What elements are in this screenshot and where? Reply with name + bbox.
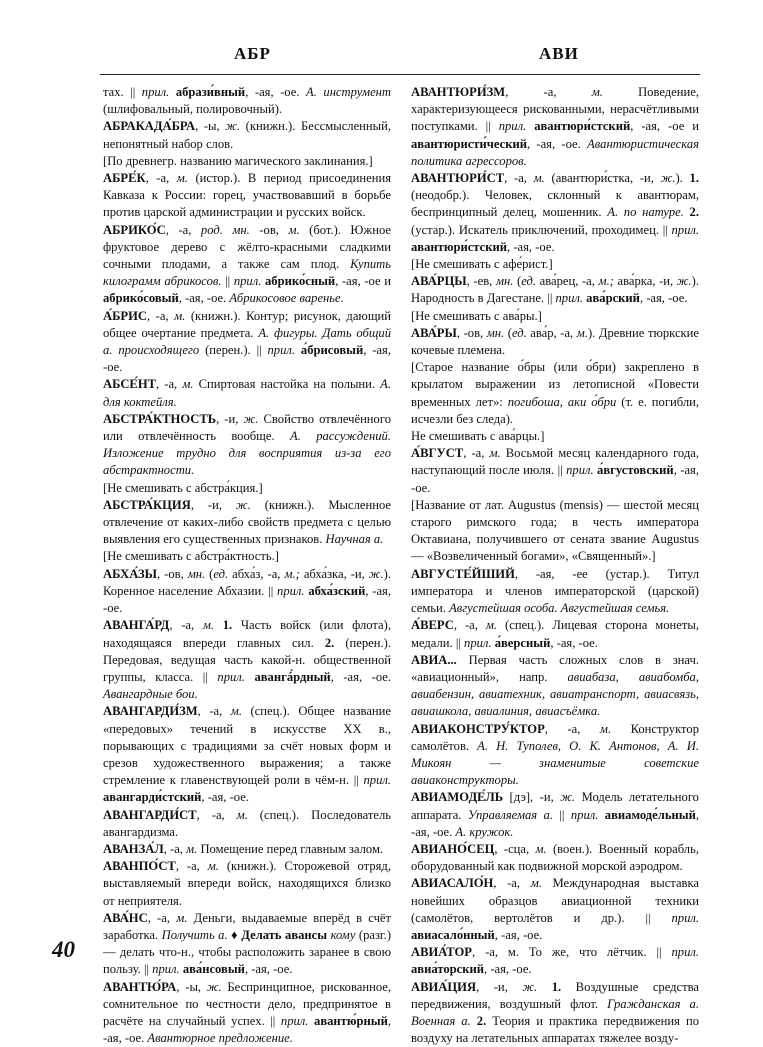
entry-text: АВАНГАРДИ́ЗМ <box>103 704 198 719</box>
entry-text: , -и, <box>476 979 523 994</box>
entry-text: А. кружок. <box>455 824 514 839</box>
dictionary-entry <box>411 652 699 721</box>
entry-text: м. <box>230 704 242 719</box>
entry-text: (бот.). Южное фруктовое дерево с жёлто-красными сладкими сочными плодами, а также сам плод. <box>103 222 392 272</box>
entry-text: (шлифовальный, полировочный). <box>103 102 283 117</box>
entry-text: авиабаза, авиабомба, авиабензин, авиатехник, авиатранспорт, авиасвязь, авиашкола, авиалиния, авиасъёмка. <box>411 669 699 719</box>
dictionary-entry <box>103 308 391 377</box>
entry-text: авиа́торский <box>411 962 485 977</box>
entry-text: ава́рский <box>583 291 640 306</box>
dictionary-entry <box>411 979 699 1047</box>
entry-text: м.; <box>284 566 300 581</box>
entry-text: А. для коктейля. <box>103 377 391 409</box>
entry-text: ава́рец, -а, <box>536 274 599 289</box>
dictionary-entry <box>103 858 391 910</box>
dictionary-entry <box>103 910 391 979</box>
entry-text: , -а, <box>197 704 231 719</box>
entry-text: (истор.). В период присоединения Кавказа к России: горец, участвовавший в борьбе против царской администрации и русских войск. <box>103 171 391 220</box>
entry-text: , -ая, -ое. <box>103 343 391 375</box>
entry-text: , -и, <box>216 411 244 426</box>
entry-text: , -ы, <box>195 119 226 134</box>
entry-text: прил. <box>141 85 170 99</box>
entry-text: АВИАСАЛО́Н <box>411 876 494 891</box>
entry-text: Теория и практика передвижения по воздуху на летательных аппаратах тяжелее возду- <box>411 1013 699 1046</box>
entry-text: (спец.). Общее название «передовых» течений в искусстве XX в., порывающих с традициями за счёт новых форм и срезов художественного выражения; а также стремление к главенствующей роли в чём-н. || <box>103 704 391 788</box>
entry-text: АБРАКАДА́БРА <box>103 119 196 134</box>
entry-text: ед. <box>213 566 229 581</box>
entry-text: Конструктор самолётов. <box>411 721 699 753</box>
entry-text: м. <box>186 841 198 856</box>
entry-text: АВАНГАРДИ́СТ <box>103 807 197 822</box>
dictionary-entry <box>411 445 699 497</box>
entry-text: ед. <box>511 325 527 340</box>
entry-text: ж. <box>243 411 259 426</box>
entry-text: абха́зский <box>304 583 366 598</box>
entry-text: АБХА́ЗЫ <box>103 566 157 581</box>
entry-text: (авантюри́стка, -и, <box>544 171 661 186</box>
entry-text: (разг.) — делать что-н., чтобы расположить заранее в свою пользу. || <box>103 927 392 977</box>
entry-text: Часть войск (или флота), находящаяся впереди главных сил. <box>103 618 391 650</box>
entry-text: , -ая, -ое. <box>639 291 688 306</box>
entry-text: авантю́рный <box>308 1013 388 1028</box>
dictionary-entry <box>411 308 699 325</box>
entry-text: прил. <box>233 274 262 289</box>
dictionary-entry <box>103 703 391 806</box>
entry-text: Научная а. <box>325 532 384 547</box>
entry-text: , -а, <box>175 859 208 874</box>
entry-text: 2. <box>476 1013 487 1028</box>
entry-text: Авантюрное предложение. <box>147 1031 293 1046</box>
entry-text: , -ев, <box>466 274 496 289</box>
entry-text: [Название от лат. Augustus (mensis) — шестой месяц старого римского года; в честь императора Октавиана, получившего от сената звание Augustus — «Возвеличенный богами», «Священный».] <box>411 497 699 564</box>
dictionary-entry <box>103 411 391 480</box>
dictionary-entry <box>411 359 699 428</box>
entry-text: АБРЕ́К <box>103 171 146 186</box>
entry-text: АВИАКОНСТРУ́КТОР <box>411 721 545 736</box>
entry-text: ( <box>513 274 522 289</box>
entry-text: м. <box>176 910 188 925</box>
entry-text: АБСЕ́НТ <box>103 377 157 392</box>
entry-text: Первая часть сложных слов в знач. «авиационный», напр. <box>411 652 699 684</box>
dictionary-entry <box>103 566 391 618</box>
entry-text: прил. <box>566 463 594 478</box>
entry-text: [Не смешивать с абстра́кция.] <box>103 480 263 495</box>
entry-text: А. фигуры. Дать общий а. происходящего <box>103 325 391 358</box>
entry-text: Помещение перед главным залом. <box>197 841 384 856</box>
running-header-left: АБР <box>234 44 271 63</box>
entry-text: [Старое название о́бры (или о́бри) закреплено в крылатом выражении из летописной «Повести временных лет»: <box>411 360 699 409</box>
entry-text: мн. <box>486 325 505 340</box>
entry-text: прил. <box>280 1013 309 1028</box>
entry-text: , -ая, -ое. <box>244 962 293 977</box>
entry-text: ж. <box>368 566 384 581</box>
entry-text: Абрикосовое варенье. <box>229 291 344 306</box>
entry-text: АВА́РЦЫ <box>411 274 467 289</box>
entry-text: (книжн.). Бессмысленный, непонятный набор слов. <box>103 119 391 151</box>
entry-text: , -ая, -ое и <box>630 119 699 134</box>
entry-text: (воен.). Военный корабль, оборудованный как подвижной морской аэродром. <box>411 841 699 874</box>
entry-text: , -а, <box>463 446 490 461</box>
entry-text: абрико́сный <box>261 274 336 289</box>
entry-text: прил. <box>217 669 245 684</box>
entry-text: , -ая, -ое. <box>103 1013 391 1046</box>
entry-text: , -а, <box>504 171 534 186</box>
entry-text: АВАНГА́РД <box>103 618 170 633</box>
entry-text: прил. <box>464 635 492 650</box>
entry-text: прил. <box>277 583 305 598</box>
entry-text: || <box>553 807 571 822</box>
dictionary-entry <box>411 428 699 445</box>
entry-text: , -ая, -ое. <box>550 635 598 650</box>
entry-text: ава́р, -а, <box>526 325 577 340</box>
entry-text: [Не смешивать с ава́ры.] <box>411 308 542 323</box>
entry-text: (спец.). Лицевая сторона монеты, медали. || <box>411 618 699 650</box>
entry-text: Не смешивать с ава́рцы.] <box>411 429 545 444</box>
entry-text: (книжн.). Контур; рисунок, дающий общее очертание предмета. <box>103 308 391 340</box>
entry-text: , -ая, -ое. <box>178 291 230 306</box>
entry-text: АВГУСТЕ́ЙШИЙ <box>411 566 515 581</box>
entry-text: ). <box>675 171 690 186</box>
entry-text: (неодобр.). Человек, склонный к авантюрам, беспринципный делец, мошенник. <box>411 188 699 220</box>
entry-text: АВИАНО́СЕЦ <box>411 841 495 856</box>
entry-text: ). Древние тюркские кочевые племена. <box>411 325 699 358</box>
entry-text: ж. <box>522 979 538 994</box>
entry-text: Воздушные средства передвижения, воздушный флот. <box>411 979 699 1011</box>
entry-text: А. по натуре. <box>607 205 684 220</box>
entry-text: авангá́рдный <box>244 669 331 684</box>
dictionary-entry <box>411 273 699 307</box>
dictionary-entry <box>103 170 391 222</box>
entry-text: погибоша, аки о́бри <box>507 394 617 409</box>
entry-text: м. <box>174 308 186 323</box>
entry-text: , -ая, -ое. <box>411 463 699 495</box>
entry-text: [Не смешивать с абстра́ктность.] <box>103 549 279 564</box>
entry-text: ). Коренное население Абхазии. || <box>103 566 392 598</box>
entry-text: ж. <box>225 119 241 134</box>
entry-text: прил. <box>671 910 699 925</box>
left-column <box>103 84 391 1047</box>
dictionary-entry <box>103 480 391 497</box>
entry-text: прил. <box>570 807 599 822</box>
entry-text: , -а, <box>493 876 531 891</box>
entry-text: ♦ <box>227 927 242 942</box>
dictionary-entry <box>103 376 391 410</box>
entry-text: Получить а. <box>161 927 228 942</box>
entry-text: [Не смешивать с афе́рист.] <box>411 257 553 272</box>
entry-text: , -а, <box>196 807 237 822</box>
dictionary-entry <box>103 497 391 549</box>
entry-text: А. инструмент <box>306 85 391 99</box>
dictionary-entry <box>411 721 699 790</box>
entry-text: авантюристи́ческий <box>411 136 527 151</box>
entry-text: , -ая, -ое. <box>411 807 699 839</box>
entry-text: 1. <box>551 979 562 994</box>
entry-text: Свойство отвлечённого или отвлечённость вообще. <box>103 411 391 444</box>
entry-text: АБРИКО́С <box>103 222 166 237</box>
entry-text: , -ая, -ое. <box>494 927 543 942</box>
entry-text: А́ВГУСТ <box>411 446 464 461</box>
entry-text: Модель летательного аппарата. <box>411 790 699 822</box>
entry-text: тах. || <box>103 85 142 99</box>
entry-text: Августейшая особа. Августейшая семья. <box>449 601 670 616</box>
entry-text: , -а, <box>544 721 600 736</box>
entry-text: ). Народность в Дагестане. || <box>411 274 700 306</box>
entry-text: , -ов, <box>157 566 188 581</box>
entry-text: 1. <box>689 171 699 186</box>
entry-text: а́вгустовский <box>593 463 674 478</box>
entry-text: , -и, <box>190 497 236 512</box>
header-rule <box>100 74 700 75</box>
entry-text: [По древнегр. названию магического заклинания.] <box>103 153 373 168</box>
dictionary-entry <box>103 118 391 152</box>
dictionary-entry <box>411 944 699 978</box>
dictionary-entry <box>411 256 699 273</box>
entry-text: , -а, <box>145 171 177 186</box>
entry-text: Авангардные бои. <box>103 687 198 702</box>
entry-text: , -а, <box>169 618 203 633</box>
entry-text: , -ая, -ое. <box>484 962 532 977</box>
entry-text: ж. <box>676 274 692 289</box>
entry-text: а́брисовый <box>295 343 364 358</box>
entry-text: , -ая, -ое. <box>245 85 307 99</box>
dictionary-entry <box>411 325 699 359</box>
entry-text: АВИА́ТОР <box>411 945 473 960</box>
entry-text <box>214 618 223 632</box>
entry-text: АВАНЗА́Л <box>103 841 164 856</box>
entry-text: мн. <box>187 566 206 581</box>
entry-text: (т. е. погибли, исчезли без следа). <box>411 394 700 426</box>
entry-text: Восьмой месяц календарного года, наступающий после июля. || <box>411 446 699 478</box>
entry-text: ава́рка, -и, <box>613 274 677 289</box>
entry-text: , -ая, -ое. <box>201 790 249 805</box>
entry-text: абха́зка, -и, <box>299 566 369 581</box>
dictionary-entry <box>411 789 699 841</box>
entry-text: , -а, <box>505 85 592 99</box>
entry-text: 2. <box>689 205 699 220</box>
dictionary-entry <box>103 84 391 118</box>
entry-text: ж. <box>206 979 222 994</box>
entry-text: абрази́вный <box>169 85 246 99</box>
entry-text: ж. <box>560 790 576 805</box>
entry-text: ж. <box>235 497 251 512</box>
entry-text: , -а, м. То же, что лётчик. || <box>472 945 672 960</box>
entry-text: , -а, <box>165 222 201 237</box>
dictionary-entry <box>411 170 699 256</box>
entry-text: , -а, <box>156 377 183 392</box>
entry-text: ед. <box>521 274 536 289</box>
entry-text: Спиртовая настойка на полыни. <box>193 377 381 392</box>
entry-text: прил. <box>671 945 699 960</box>
entry-text: , -сца, <box>494 841 536 856</box>
entry-text: АБСТРА́КТНОСТЬ <box>103 411 217 426</box>
entry-text: АБСТРА́КЦИЯ <box>103 497 191 512</box>
entry-text: м. <box>489 446 501 461</box>
entry-text: авиамоде́льный <box>598 807 696 822</box>
dictionary-entry <box>103 222 391 308</box>
entry-text: м. <box>599 721 612 736</box>
entry-text: , -ая, -ое и <box>335 274 391 289</box>
entry-text: авангарди́стский <box>103 790 202 805</box>
entry-text: Делать авансы <box>241 927 328 942</box>
entry-text: абха́з, -а, <box>228 566 285 581</box>
entry-text: , -ая, -ое. <box>330 669 392 684</box>
entry-text: А́ВЕРС <box>411 618 454 633</box>
entry-text: Поведение, характеризующееся рискованными, нерасчётливыми поступками. || <box>411 85 699 134</box>
entry-text: м. <box>202 618 215 633</box>
entry-text: м. <box>176 171 188 186</box>
dictionary-entry <box>103 841 391 858</box>
dictionary-entry <box>103 807 391 841</box>
entry-text: , -а, <box>147 910 177 925</box>
entry-text: (книжн.). Мысленное отвлечение от каких-либо свойств предмета с целью выявления его существенных признаков. <box>103 497 391 547</box>
entry-text: А. Н. Туполев, О. К. Антонов, А. И. Микоян — знаменитые советские авиаконструкторы. <box>411 738 699 788</box>
entry-text: кому <box>330 927 356 942</box>
entry-text: прил. <box>152 962 180 977</box>
entry-text: АВИА́ЦИЯ <box>411 979 477 994</box>
entry-text: , -ая, -ое. <box>103 583 391 616</box>
entry-text: м. <box>207 859 219 874</box>
entry-text: (устар.). Искатель приключений, проходимец. || <box>411 222 672 237</box>
entry-text: Купить килограмм абрикосов. <box>103 257 391 289</box>
entry-text: Беспринципное, рискованное, сомнительное по честности дело, предпринятое в расчёте на случайный успех. || <box>103 979 392 1028</box>
entry-text: АВА́РЫ <box>411 325 457 340</box>
entry-text: АВАНТЮРИ́СТ <box>411 171 505 186</box>
entry-text: АВИА... <box>411 652 457 667</box>
entry-text: -ов, <box>249 222 289 237</box>
entry-text: м. <box>530 876 542 891</box>
entry-text: а́версный <box>491 635 551 650</box>
entry-text: , -ая, -ое. <box>526 136 588 151</box>
entry-text: А́БРИС <box>103 308 148 323</box>
entry-text: авантюри́стский <box>526 119 631 134</box>
entry-text: , -ая, -ее (устар.). Титул императора и членов императорской (царской) семьи. <box>411 566 699 616</box>
entry-text: род. мн. <box>200 222 250 237</box>
entry-text: м. <box>535 841 547 856</box>
dictionary-entry <box>411 841 699 875</box>
dictionary-entry <box>411 84 699 170</box>
entry-text: прил. <box>555 291 584 306</box>
entry-text: [дэ], -и, <box>503 790 561 805</box>
dictionary-entry <box>103 617 391 703</box>
right-column <box>411 84 699 1047</box>
entry-text: м. <box>485 618 498 633</box>
entry-text: Международная выставка новейших образцов авиационной техники (самолётов, вертолётов и др.). || <box>411 876 699 925</box>
entry-text: м. <box>236 807 248 822</box>
entry-text: (перен.). || <box>199 343 268 358</box>
entry-text: АВИАМОДЕ́ЛЬ <box>411 790 504 805</box>
entry-text: прил. <box>671 222 699 237</box>
entry-text: АВАНТЮРИ́ЗМ <box>411 85 506 99</box>
entry-text <box>537 980 552 994</box>
entry-text: АВАНТЮ́РА <box>103 979 177 994</box>
entry-text: Авантюристическая политика агрессоров. <box>411 136 699 168</box>
entry-text: , -ая, -ое. <box>507 239 555 254</box>
entry-text: м. <box>576 325 588 340</box>
entry-text: авантюри́стский <box>411 239 508 254</box>
dictionary-entry <box>103 153 391 170</box>
entry-text: (книжн.). Сторожевой отряд, выставляемый впереди войск, находящихся близко от неприятеля. <box>103 859 391 908</box>
entry-text: ж. <box>660 171 676 186</box>
entry-text: , -ов, <box>456 325 487 340</box>
running-header-right: АВИ <box>539 44 579 63</box>
entry-text: авиасало́нный <box>411 927 495 942</box>
entry-text: Управляемая а. <box>467 807 553 822</box>
dictionary-entry <box>411 875 699 944</box>
entry-text: м. <box>182 377 194 392</box>
entry-text: м. <box>288 222 300 237</box>
entry-text: прил. <box>498 119 527 134</box>
dictionary-entry <box>103 548 391 565</box>
dictionary-entry <box>411 566 699 618</box>
entry-text: (спец.). Последователь авангардизма. <box>103 807 391 839</box>
entry-text: (перен.). Передовая, ведущая часть какой-н. общественной группы, класса. || <box>103 635 391 684</box>
entry-text: ( <box>205 566 214 581</box>
entry-text: прил. <box>363 773 391 788</box>
entry-text: м. <box>591 85 603 99</box>
entry-text: м. <box>533 171 545 186</box>
entry-text: мн. <box>495 274 514 289</box>
entry-text: 1. <box>222 618 233 633</box>
entry-text: прил. <box>267 343 296 358</box>
entry-text: || <box>221 274 234 289</box>
entry-text: АВА́НС <box>103 910 148 925</box>
dictionary-entry <box>411 497 699 566</box>
entry-text: АВАНПО́СТ <box>103 859 176 874</box>
dictionary-entry <box>103 979 391 1047</box>
entry-text: , -а, <box>163 841 187 856</box>
entry-text: ( <box>504 325 512 340</box>
entry-text: Гражданская а. Военная а. <box>411 996 699 1028</box>
entry-text: , -ы, <box>176 979 207 994</box>
entry-text: Деньги, выдаваемые вперёд в счёт заработка. <box>103 910 391 942</box>
entry-text: ава́нсовый <box>179 962 245 977</box>
entry-text: м.; <box>598 274 614 289</box>
entry-text: , -а, <box>453 618 486 633</box>
page-number: 40 <box>52 937 75 962</box>
entry-text: абрико́совый <box>103 291 179 306</box>
entry-text: , -а, <box>147 308 175 323</box>
entry-text: 2. <box>324 635 335 650</box>
entry-text: А. рассуждений. Изложение трудно для восприятия из-за его абстрактности. <box>103 429 391 478</box>
dictionary-entry <box>411 617 699 651</box>
